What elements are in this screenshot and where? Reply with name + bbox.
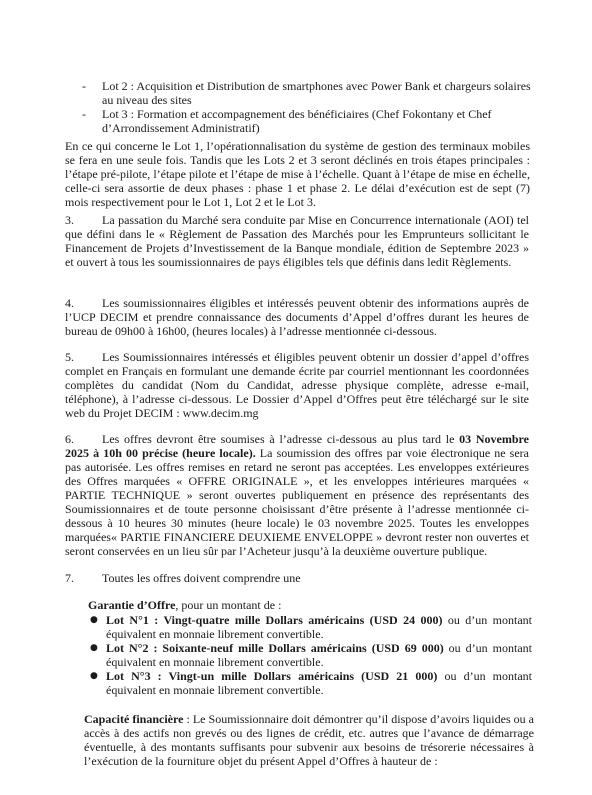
list-item bbox=[82, 107, 542, 135]
section-5-text: Les Soumissionnaires intéressés et éligibles peuvent obtenir un dossier d’appel d’offres complet en Français en formulant une demande écrite par courriel mentionnant les coordonnées complètes du candidat (Nom du Candidat, adresse physique complète, adresse e-mail, téléphone), à l’adresse ci-dessous. Le Dossier d’Appel d’Offres peut être téléchargé sur le site web du Projet DECIM : www.decim.mg bbox=[65, 350, 529, 420]
section-number: 7. bbox=[65, 571, 74, 585]
list-item bbox=[88, 669, 532, 697]
guarantee-lot-3-rest: ou d’un montant équivalent en monnaie librement convertible. bbox=[106, 669, 533, 697]
capacite-title: Capacité financière bbox=[84, 712, 184, 726]
list-item bbox=[82, 79, 542, 107]
list-item bbox=[88, 641, 532, 669]
guarantee-lot-1-amount: Lot N°1 : Vingt-quatre mille Dollars américains (USD 24 000) bbox=[106, 613, 443, 627]
guarantee-lot-1-rest: ou d’un montant équivalent en monnaie librement convertible. bbox=[106, 613, 532, 641]
section-number: 3. bbox=[65, 213, 74, 227]
guarantee-lot-2-amount: Lot N°2 : Soixante-neuf mille Dollars américains (USD 69 000) bbox=[106, 641, 444, 655]
dash-marker: - bbox=[82, 107, 86, 121]
bullet-icon: ● bbox=[90, 671, 98, 681]
section-6-text-before: Les offres devront être soumises à l’adresse ci-dessous au plus tard le bbox=[102, 432, 460, 446]
guarantee-lot-2-rest: ou d’un montant équivalent en monnaie librement convertible. bbox=[106, 641, 532, 669]
lot-2-text: Lot 2 : Acquisition et Distribution de smartphones avec Power Bank et chargeurs solaires au niveau des sites bbox=[102, 79, 531, 107]
bullet-icon: ● bbox=[90, 643, 98, 653]
lots-list bbox=[82, 79, 542, 135]
guarantee-title: Garantie d’Offre bbox=[88, 598, 176, 612]
guarantee-intro: , pour un montant de : bbox=[175, 598, 282, 612]
capacite-text: : Le Soumissionnaire doit démontrer qu’il dispose d’avoirs liquides ou a accès à des actifs non grevés ou des lignes de crédit, etc. autres que l’avance de démarrage éventuelle, à des montants suffisants pour subvenir aux besoins de trésorerie nécessaires à l’exécution de la fourniture objet du présent Appel d’Offres à hauteur de : bbox=[84, 712, 535, 768]
section-number: 6. bbox=[65, 432, 74, 446]
guarantee-heading bbox=[88, 598, 532, 612]
guarantee-lot-3-amount: Lot N°3 : Vingt-un mille Dollars américains (USD 21 000) bbox=[106, 669, 438, 683]
section-number: 5. bbox=[65, 350, 74, 364]
lot-3-text: Lot 3 : Formation et accompagnement des bénéficiaires (Chef Fokontany et Chef d’Arrondissement Administratif) bbox=[102, 107, 492, 135]
section-3-text: La passation du Marché sera conduite par Mise en Concurrence internationale (AOI) tel que défini dans le « Règlement de Passation des Marchés pour les Emprunteurs sollicitant le Financement de Projets d’Investissement de la Banque mondiale, édition de Septembre 2023 » et ouvert à tous les soumissionnaires de pays éligibles tels que définis dans ledit Règlements. bbox=[65, 213, 529, 269]
capacite-financiere bbox=[84, 712, 534, 768]
section-6-text-after: La soumission des offres par voie électronique ne sera pas autorisée. Les offres remises en retard ne seront pas acceptées. Les enveloppes extérieures des Offres marquées « OFFRE ORIGINALE », et les enveloppes intérieures marquées « PARTIE TECHNIQUE » seront ouvertes publiquement en présence des représentants des Soumissionnaires et de toute personne choisissant d’être présente à l’adresse mentionnée ci-dessous à 10 heures 30 minutes (heure locale) le 03 novembre 2025. Toutes les enveloppes marquées« PARTIE FINANCIERE DEUXIEME ENVELOPPE » devront rester non ouvertes et seront conservées en un lieu sûr par l’Acheteur jusqu’à la deuxième ouverture publique. bbox=[65, 446, 529, 558]
section-7 bbox=[65, 571, 529, 585]
list-item bbox=[88, 613, 532, 641]
section-4 bbox=[65, 296, 529, 338]
submission-deadline: 03 Novembre 2025 à 10h 00 précise (heure locale). bbox=[65, 432, 529, 460]
section-7-text: Toutes les offres doivent comprendre une bbox=[102, 571, 301, 585]
bullet-icon: ● bbox=[90, 615, 98, 625]
section-4-text: Les soumissionnaires éligibles et intéressés peuvent obtenir des informations auprès de l’UCP DECIM et prendre connaissance des documents d’Appel d’offres durant les heures de bureau de 09h00 à 16h00, (heures locales) à l’adresse mentionnée ci-dessous. bbox=[65, 296, 529, 338]
guarantee-list bbox=[88, 613, 532, 697]
lot1-paragraph: En ce qui concerne le Lot 1, l’opérationnalisation du système de gestion des terminaux mobiles se fera en une seule fois. Tandis que les Lots 2 et 3 seront déclinés en trois étapes principales : l’étape pré-pilote, l’étape pilote et l’étape de mise à l’échelle. Quant à l’étape de mise en échelle, celle-ci sera assortie de deux phases : phase 1 et phase 2. Le délai d’exécution est de sept (7) mois respectivement pour le Lot 1, Lot 2 et le Lot 3. bbox=[65, 139, 530, 209]
section-6 bbox=[65, 432, 529, 558]
section-number: 4. bbox=[65, 296, 74, 310]
section-3 bbox=[65, 213, 529, 269]
section-5 bbox=[65, 350, 529, 420]
dash-marker: - bbox=[82, 79, 86, 93]
